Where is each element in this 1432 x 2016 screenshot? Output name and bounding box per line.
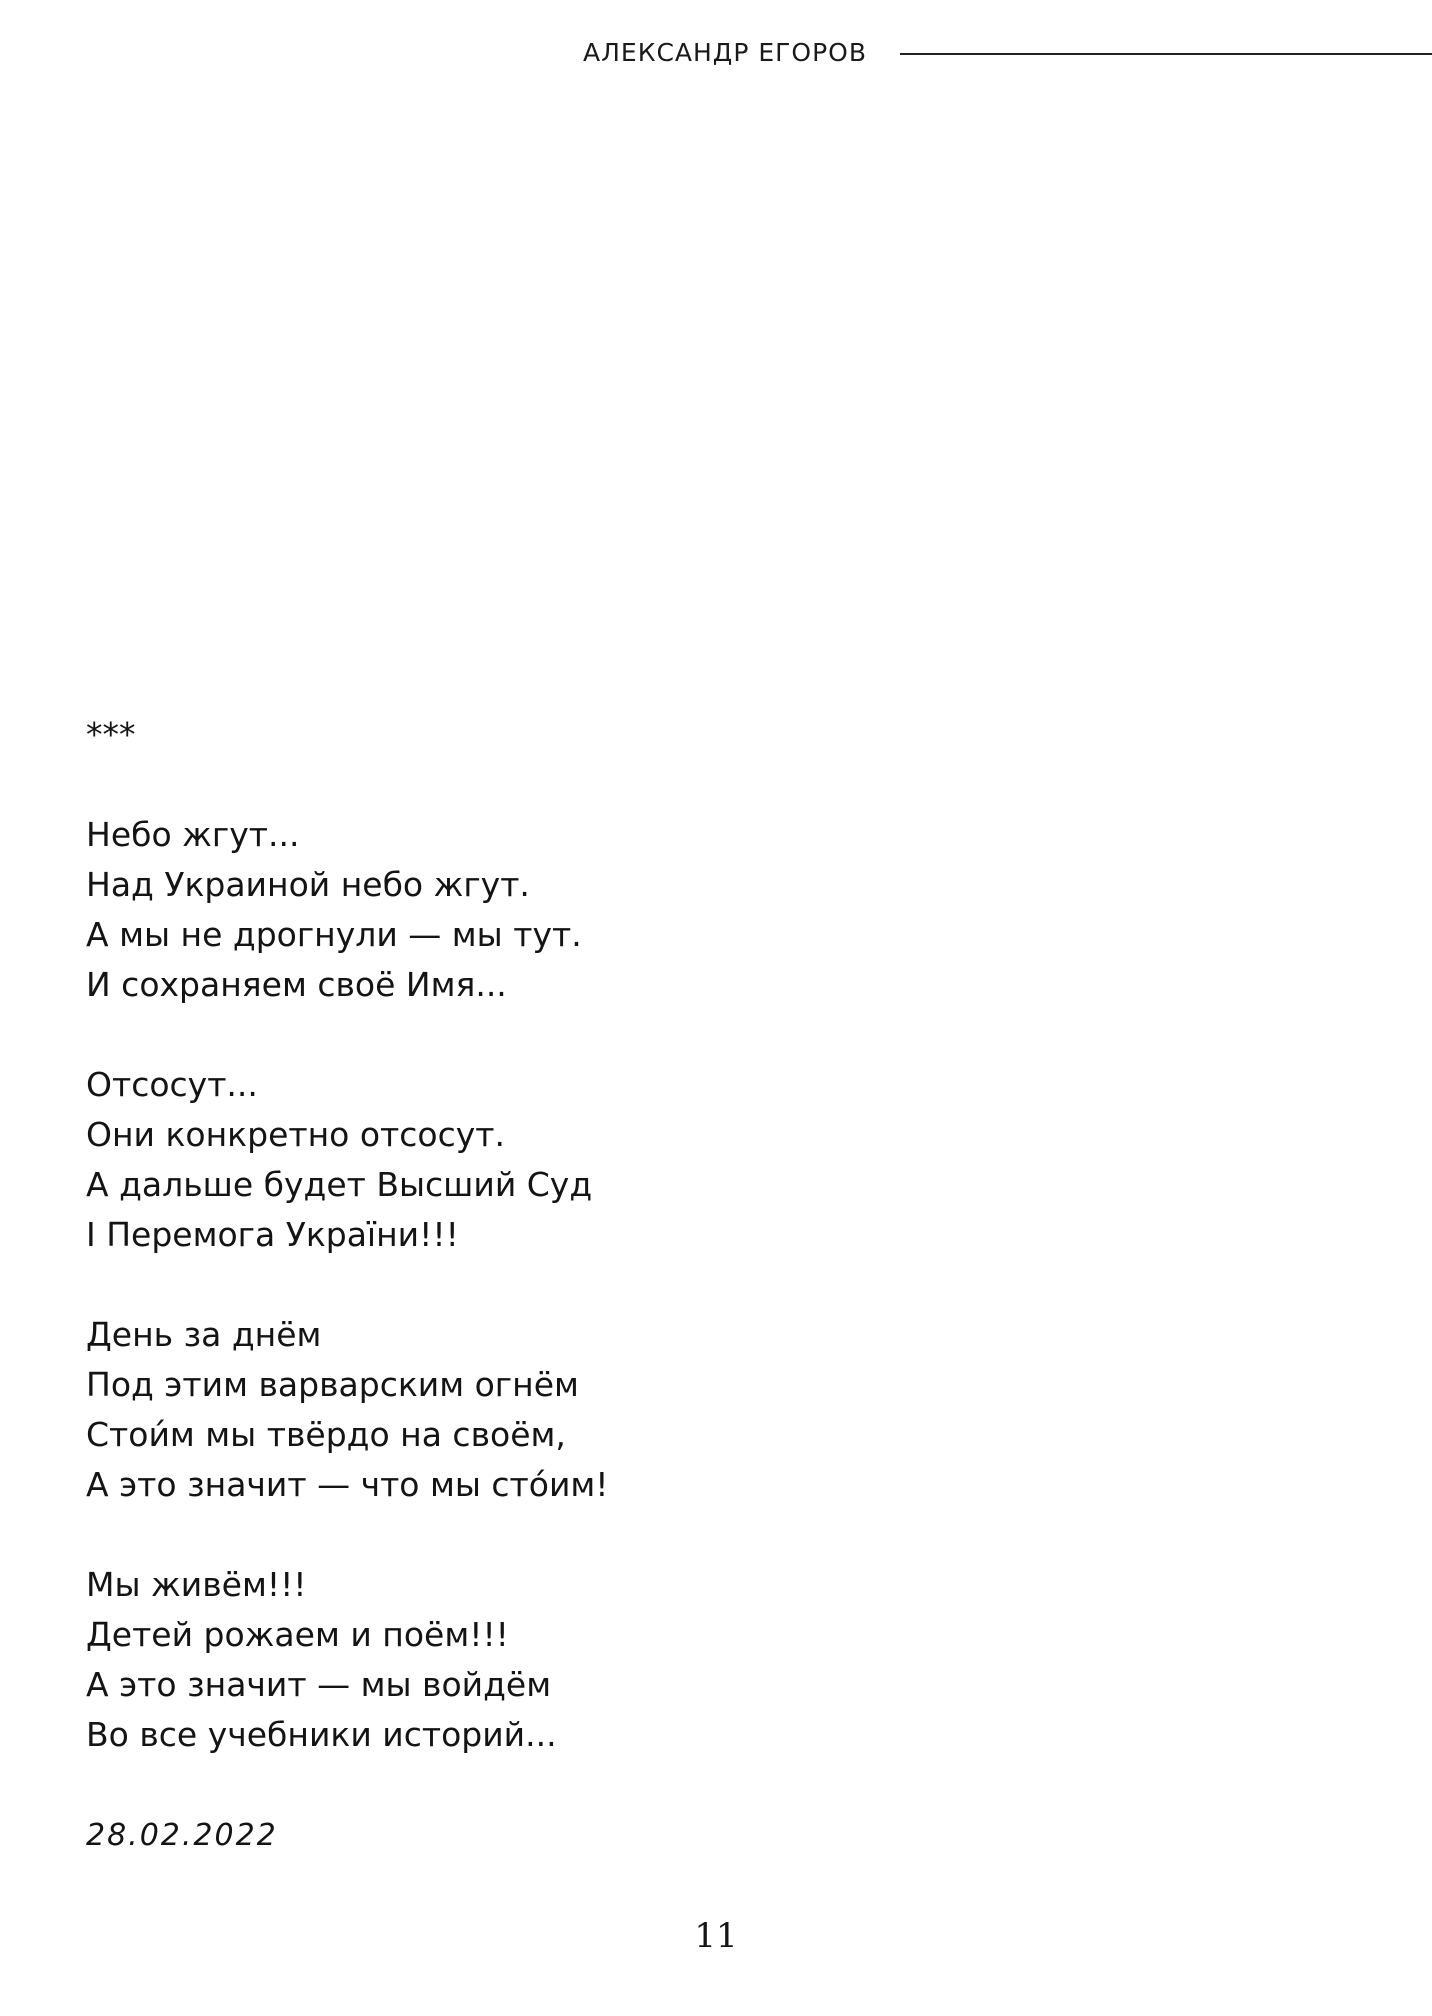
header-rule (900, 53, 1432, 55)
poem-line: Отсосут... (86, 1065, 258, 1104)
running-header-author: АЛЕКСАНДР ЕГОРОВ (583, 38, 867, 67)
poem-line: А это значит — мы войдём (86, 1665, 552, 1704)
poem-line: Они конкретно отсосут. (86, 1115, 505, 1154)
stanza-1 (86, 810, 609, 1010)
poem-line: Под этим варварским огнём (86, 1365, 579, 1404)
poem-date: 28.02.2022 (86, 1818, 278, 1853)
poem (86, 710, 609, 1810)
stanza-2 (86, 1060, 609, 1260)
poem-line: Мы живём!!! (86, 1565, 307, 1604)
poem-separator: *** (86, 715, 136, 754)
poem-line: А мы не дрогнули — мы тут. (86, 915, 582, 954)
poem-line: И сохраняем своё Имя... (86, 965, 507, 1004)
poem-line: Стои́м мы твёрдо на своём, (86, 1415, 566, 1454)
poem-line: Небо жгут... (86, 815, 300, 854)
stanza-4 (86, 1560, 609, 1760)
poem-line: А это значит — что мы сто́им! (86, 1465, 609, 1504)
poem-line: А дальше будет Высший Суд (86, 1165, 593, 1204)
poem-line: І Перемога України!!! (86, 1215, 459, 1254)
poem-line: Во все учебники историй... (86, 1715, 557, 1754)
poem-line: Детей рожаем и поём!!! (86, 1615, 509, 1654)
poem-line: День за днём (86, 1315, 322, 1354)
stanza-3 (86, 1310, 609, 1510)
poem-line: Над Украиной небо жгут. (86, 865, 530, 904)
page-number: 11 (694, 1916, 738, 1956)
